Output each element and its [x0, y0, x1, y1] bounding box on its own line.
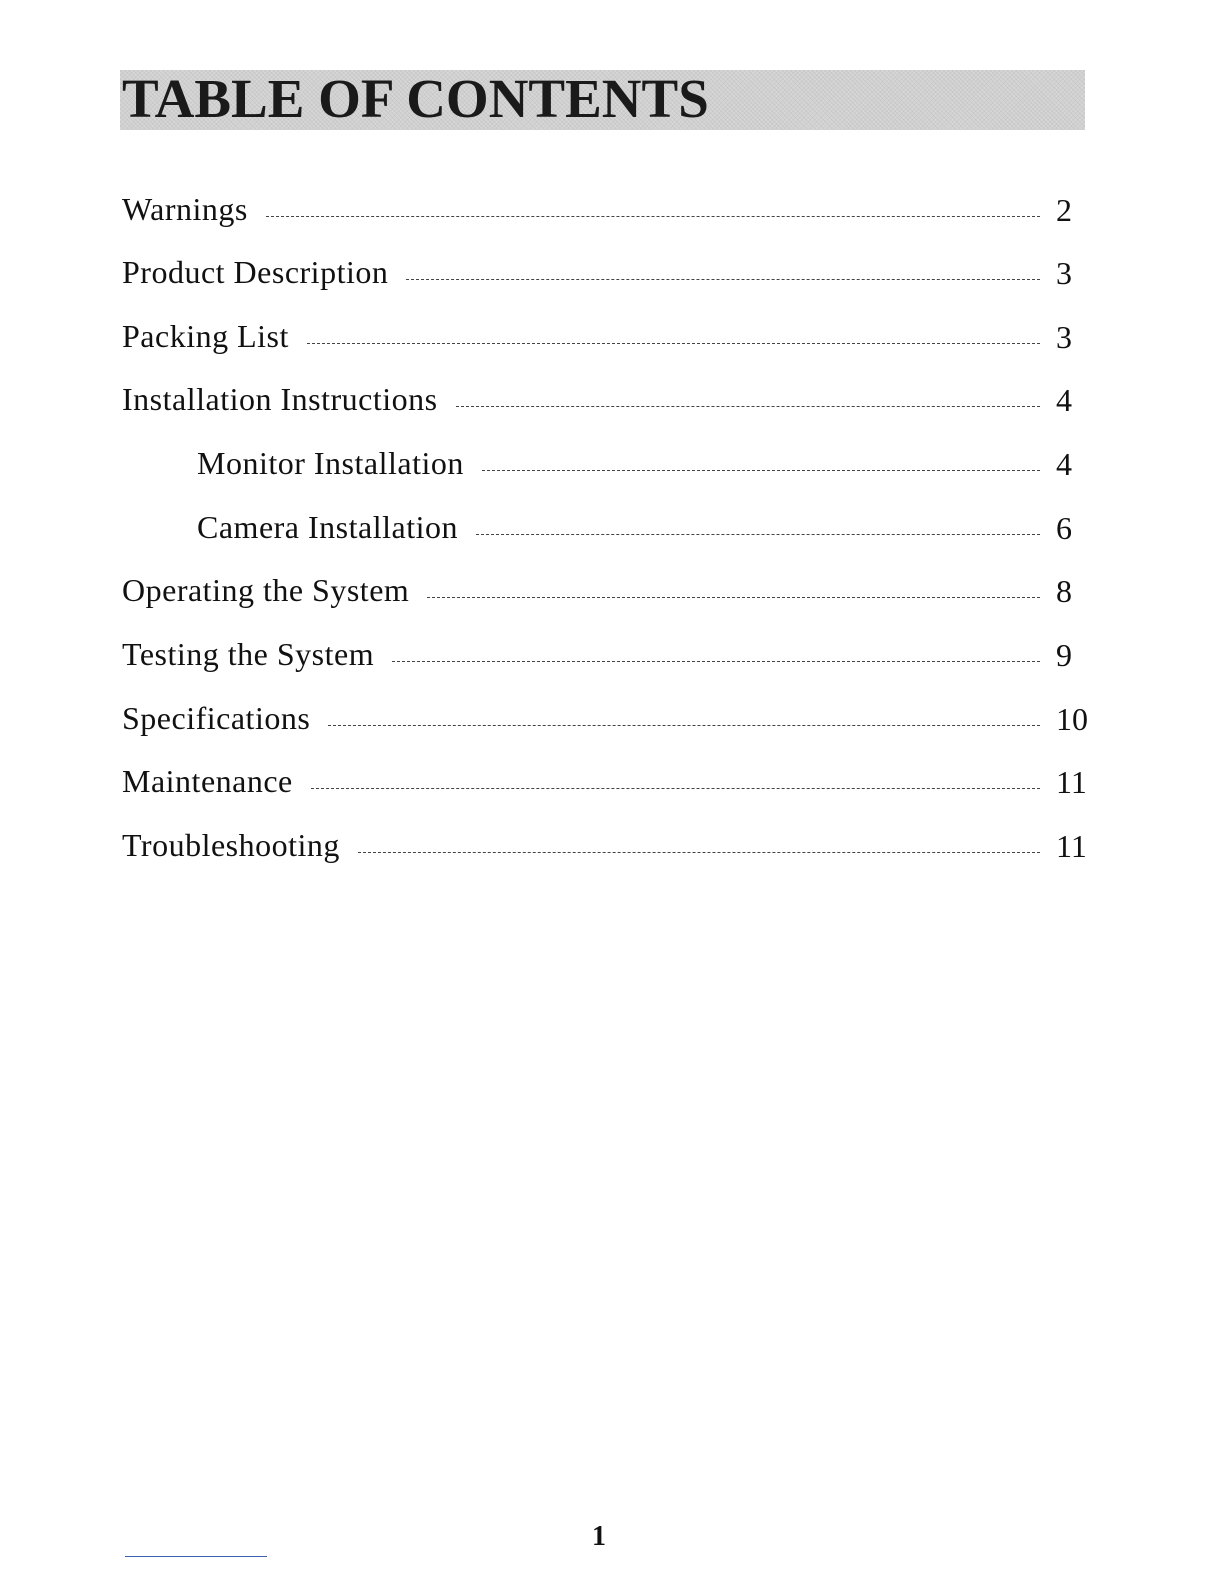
dot-leader — [476, 534, 1040, 535]
toc-entry-label: Camera Installation — [197, 509, 458, 545]
toc-entry-product-description[interactable] — [122, 248, 1040, 292]
toc-entry-testing-the-system[interactable] — [122, 630, 1040, 674]
toc-entry-page: 9 — [1056, 637, 1072, 673]
dot-leader — [427, 597, 1040, 598]
dot-leader — [307, 343, 1040, 344]
footer-rule — [125, 1556, 267, 1557]
toc-entry-page: 4 — [1056, 446, 1072, 482]
toc-entry-page: 6 — [1056, 510, 1072, 546]
toc-entry-page: 3 — [1056, 255, 1072, 291]
toc-entry-page: 11 — [1056, 764, 1087, 800]
toc-entry-label: Troubleshooting — [122, 827, 340, 863]
toc-entry-label: Warnings — [122, 191, 248, 227]
toc-entry-label: Monitor Installation — [197, 445, 464, 481]
toc-entry-specifications[interactable] — [122, 694, 1040, 738]
dot-leader — [266, 216, 1040, 217]
toc-entry-label: Specifications — [122, 700, 311, 736]
toc-entry-operating-the-system[interactable] — [122, 566, 1040, 610]
toc-entry-page: 4 — [1056, 382, 1072, 418]
toc-entry-page: 10 — [1056, 701, 1088, 737]
toc-entry-warnings[interactable] — [122, 185, 1040, 229]
toc-entry-page: 2 — [1056, 192, 1072, 228]
toc-entry-page: 8 — [1056, 573, 1072, 609]
toc-entry-maintenance[interactable] — [122, 757, 1040, 801]
toc-entry-installation-instructions[interactable] — [122, 375, 1040, 419]
toc-entry-page: 11 — [1056, 828, 1087, 864]
dot-leader — [328, 725, 1040, 726]
toc-entry-page: 3 — [1056, 319, 1072, 355]
dot-leader — [482, 470, 1040, 471]
toc-entry-label: Maintenance — [122, 763, 293, 799]
dot-leader — [311, 788, 1040, 789]
dot-leader — [392, 661, 1040, 662]
toc-entry-camera-installation[interactable] — [197, 503, 1040, 547]
page-title: TABLE OF CONTENTS — [122, 68, 709, 129]
toc-entry-packing-list[interactable] — [122, 312, 1040, 356]
toc-entry-label: Operating the System — [122, 572, 410, 608]
toc-entry-label: Packing List — [122, 318, 289, 354]
toc-entry-monitor-installation[interactable] — [197, 439, 1040, 483]
dot-leader — [358, 852, 1040, 853]
toc-entry-troubleshooting[interactable] — [122, 821, 1040, 865]
toc-entry-label: Installation Instructions — [122, 381, 438, 417]
dot-leader — [406, 279, 1040, 280]
page-number: 1 — [592, 1521, 606, 1552]
dot-leader — [456, 406, 1040, 407]
toc-entry-label: Product Description — [122, 254, 389, 290]
toc-entry-label: Testing the System — [122, 636, 375, 672]
